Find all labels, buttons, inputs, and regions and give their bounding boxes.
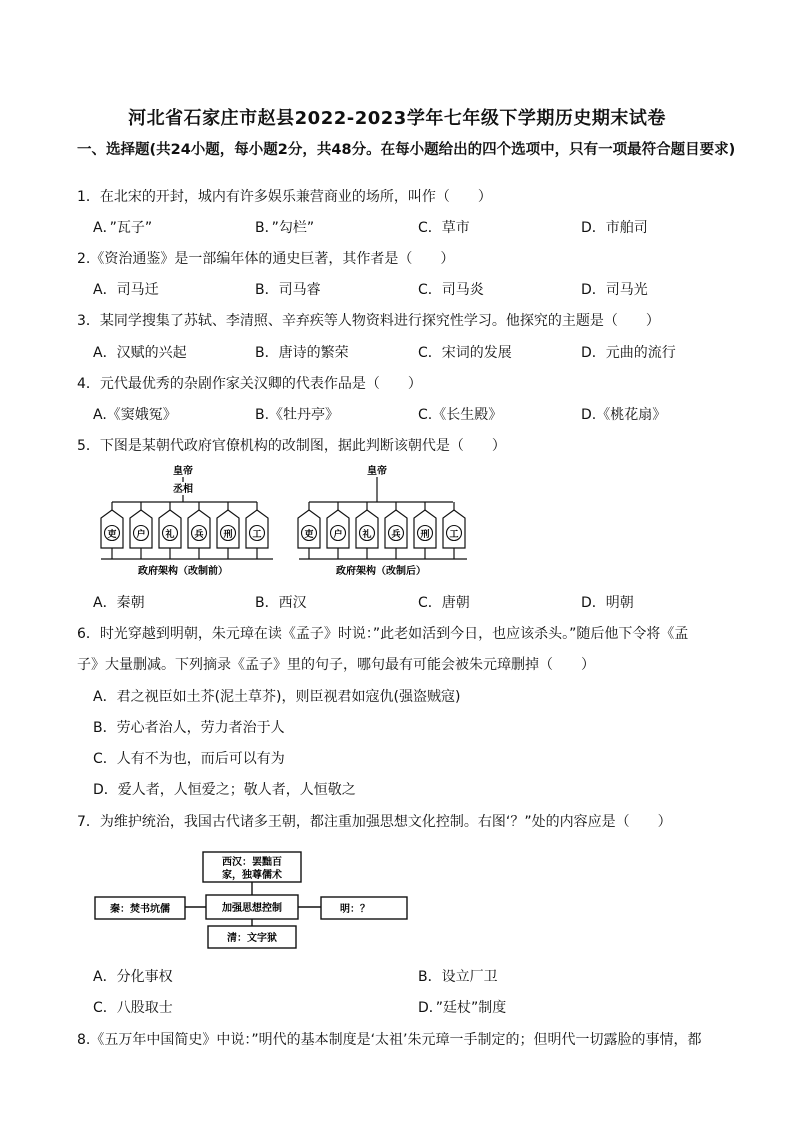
- left-dept-box: [188, 510, 210, 548]
- q4-option-c: C.《长生殿》: [418, 407, 503, 423]
- bureaucracy-diagram: [95, 462, 695, 584]
- right-dept-box: [443, 510, 465, 548]
- question-2-stem: 2.《资治通鉴》是一部编年体的通史巨著，其作者是（ ）: [77, 251, 455, 267]
- thought-control-diagram: [93, 848, 413, 953]
- question-7-stem: 7．为维护统治，我国古代诸多王朝，都注重加强思想文化控制。右图‘？”处的内容应是（ ）: [77, 814, 672, 830]
- q6-option-a: A．君之视臣如土芥(泥土草芥)，则臣视君如寇仇(强盗贼寇): [93, 689, 461, 705]
- q6-option-c: C．人有不为也，而后可以有为: [93, 751, 285, 767]
- question-6-stem-line1: 6．时光穿越到明朝，朱元璋在读《孟子》时说：”此老如活到今日，也应该杀头。”随后他下令将《孟: [77, 626, 689, 642]
- left-dept-label: 刑: [223, 530, 233, 540]
- q1-option-c: C．草市: [418, 220, 470, 236]
- right-emperor-label: 皇帝: [367, 466, 387, 477]
- right-caption: 政府架构（改制后）: [336, 566, 426, 577]
- q2-option-b: B．司马睿: [255, 282, 321, 298]
- q6-option-b: B．劳心者治人，劳力者治于人: [93, 720, 285, 736]
- top-box-line2: 家，独尊儒术: [222, 870, 282, 881]
- right-dept-box: [298, 510, 320, 548]
- right-dept-label: 吏: [304, 530, 314, 540]
- right-dept-label: 兵: [391, 530, 401, 540]
- question-8-stem: 8.《五万年中国简史》中说：”明代的基本制度是‘太祖’朱元璋一手制定的；但明代一切露脸的事情，都: [77, 1032, 702, 1048]
- q2-option-d: D．司马光: [581, 282, 648, 298]
- top-box-line1: 西汉：罢黜百: [222, 857, 282, 868]
- right-dept-box: [327, 510, 349, 548]
- left-emperor-label: 皇帝: [173, 466, 193, 477]
- page-title: 河北省石家庄市赵县2022-2023学年七年级下学期历史期末试卷: [128, 108, 666, 129]
- left-dept-box: [101, 510, 123, 548]
- diagram-after: [298, 464, 467, 577]
- diagram-before: [101, 464, 273, 577]
- q5-option-a: A．秦朝: [93, 595, 145, 611]
- q4-option-d: D.《桃花扇》: [581, 407, 667, 423]
- question-5-stem: 5．下图是某朝代政府官僚机构的改制图，据此判断该朝代是（ ）: [77, 438, 506, 454]
- q3-option-c: C．宋词的发展: [418, 345, 512, 361]
- left-dept-label: 吏: [107, 530, 117, 540]
- section-heading: 一、选择题(共24小题，每小题2分，共48分。在每小题给出的四个选项中，只有一项最符合题目要求): [77, 142, 736, 158]
- q2-option-a: A．司马迁: [93, 282, 159, 298]
- question-1-stem: 1．在北宋的开封，城内有许多娱乐兼营商业的场所，叫作（ ）: [77, 189, 492, 205]
- right-dept-box: [356, 510, 378, 548]
- left-dept-label: 兵: [194, 530, 204, 540]
- q5-option-c: C．唐朝: [418, 595, 470, 611]
- center-box: 加强思想控制: [222, 903, 282, 914]
- right-dept-label: 户: [333, 530, 343, 540]
- left-dept-label: 户: [136, 530, 146, 540]
- q7-option-a: A．分化事权: [93, 969, 173, 985]
- q1-option-a: A．”瓦子”: [93, 220, 153, 236]
- q7-option-c: C．八股取士: [93, 1000, 173, 1016]
- bottom-box: 清：文字狱: [227, 933, 277, 944]
- q5-option-b: B．西汉: [255, 595, 307, 611]
- q1-option-b: B．”勾栏”: [255, 220, 315, 236]
- left-dept-label: 工: [252, 530, 262, 540]
- left-dept-label: 礼: [165, 530, 175, 540]
- right-dept-box: [414, 510, 436, 548]
- q2-option-c: C．司马炎: [418, 282, 484, 298]
- right-dept-label: 礼: [362, 530, 372, 540]
- left-dept-box: [217, 510, 239, 548]
- question-6-stem-line2: 子》大量删减。下列摘录《孟子》里的句子，哪句最有可能会被朱元璋删掉（ ）: [77, 657, 595, 673]
- question-4-stem: 4．元代最优秀的杂剧作家关汉卿的代表作品是（ ）: [77, 376, 422, 392]
- q4-option-a: A.《窦娥冤》: [93, 407, 177, 423]
- q6-option-d: D．爱人者，人恒爱之；敬人者，人恒敬之: [93, 782, 356, 798]
- left-dept-box: [130, 510, 152, 548]
- left-dept-box: [159, 510, 181, 548]
- q5-option-d: D．明朝: [581, 595, 634, 611]
- q3-option-b: B．唐诗的繁荣: [255, 345, 349, 361]
- q3-option-a: A．汉赋的兴起: [93, 345, 187, 361]
- q3-option-d: D．元曲的流行: [581, 345, 676, 361]
- right-dept-label: 刑: [420, 530, 430, 540]
- right-box: 明：？: [340, 904, 370, 915]
- question-3-stem: 3．某同学搜集了苏轼、李清照、辛弃疾等人物资料进行探究性学习。他探究的主题是（ ）: [77, 313, 660, 329]
- left-chancellor-label: 丞相: [173, 484, 193, 495]
- q4-option-b: B.《牡丹亭》: [255, 407, 340, 423]
- q1-option-d: D．市舶司: [581, 220, 648, 236]
- q7-option-d: D．”廷杖”制度: [418, 1000, 507, 1016]
- left-caption: 政府架构（改制前）: [138, 566, 228, 577]
- left-dept-box: [246, 510, 268, 548]
- right-dept-box: [385, 510, 407, 548]
- left-box: 秦：焚书坑儒: [110, 904, 170, 915]
- right-dept-label: 工: [449, 530, 459, 540]
- q7-option-b: B．设立厂卫: [418, 969, 498, 985]
